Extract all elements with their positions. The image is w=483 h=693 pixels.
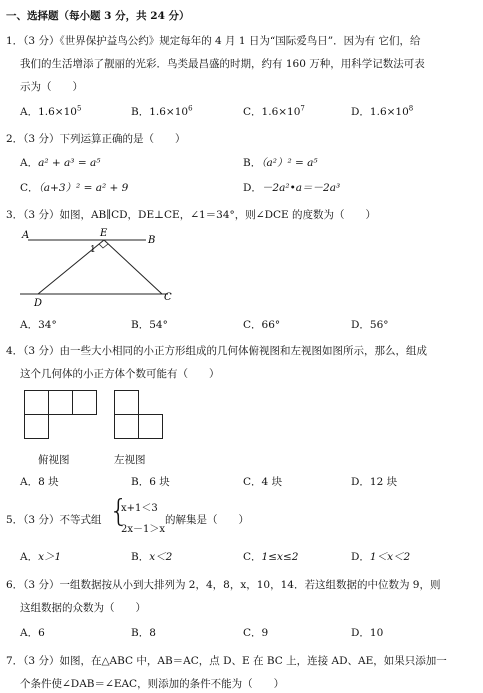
option-label: C． <box>243 106 262 118</box>
option-label: C． <box>243 551 262 563</box>
q5-option-c[interactable] <box>243 549 298 564</box>
top-view-cell <box>72 390 97 415</box>
option-text: －2a²•a＝－2a³ <box>261 182 341 194</box>
option-label: D． <box>351 627 370 639</box>
option-label: D． <box>243 182 262 194</box>
right-angle-mark <box>99 244 108 248</box>
q3-option-d[interactable] <box>351 317 389 332</box>
parallel-lines-figure <box>18 226 188 310</box>
option-text: x＜2 <box>149 551 173 563</box>
option-text: 8 块 <box>38 476 59 488</box>
option-label: A． <box>20 476 39 488</box>
q5-option-b[interactable] <box>131 549 172 564</box>
option-text: 54° <box>149 319 168 331</box>
left-view-caption: 左视图 <box>114 454 146 466</box>
q6-option-c[interactable] <box>243 625 268 640</box>
option-text: 6 块 <box>149 476 170 488</box>
q3-option-b[interactable] <box>131 317 168 332</box>
option-label: D． <box>351 551 370 563</box>
q1-option-d[interactable] <box>351 104 413 119</box>
q4-option-a[interactable] <box>20 474 59 489</box>
option-text: 9 <box>261 627 269 639</box>
system-brace: { <box>109 494 129 529</box>
option-text: 8 <box>149 627 156 639</box>
option-text: a² + a³ = a⁵ <box>38 157 101 169</box>
option-label: B． <box>131 106 150 118</box>
label-a: A <box>22 230 30 241</box>
option-label: A． <box>20 627 39 639</box>
option-text: （a+3）² = a² + 9 <box>38 182 129 194</box>
question-5-prefix: 5．（3 分）不等式组 <box>6 514 102 526</box>
label-e: E <box>100 228 108 239</box>
top-view-cell <box>24 414 49 439</box>
option-text: 1.6×10 <box>369 106 409 118</box>
left-view-cell <box>114 390 139 415</box>
q5-option-d[interactable] <box>351 549 410 564</box>
option-text: 1.6×10 <box>149 106 189 118</box>
option-text: 34° <box>38 319 57 331</box>
question-1-line-3: 示为（ ） <box>20 81 83 93</box>
option-label: A． <box>20 106 39 118</box>
option-exponent: 6 <box>188 104 193 113</box>
q2-option-a[interactable] <box>20 155 100 170</box>
option-text: 10 <box>369 627 384 639</box>
question-4-line-2: 这个几何体的小正方体个数可能有（ ） <box>20 368 220 380</box>
q5-option-a[interactable] <box>20 549 61 564</box>
option-label: B． <box>131 551 150 563</box>
question-1-line-2: 我们的生活增添了靓丽的光彩．鸟类最昌盛的时期，约有 160 万种，用科学记数法可表 <box>20 58 425 70</box>
question-5-suffix: 的解集是（ ） <box>165 514 249 526</box>
left-view-cell <box>114 414 139 439</box>
option-label: B． <box>131 319 150 331</box>
option-text: 1＜x＜2 <box>369 551 411 563</box>
option-label: C． <box>20 182 39 194</box>
question-1-line-1: 1．（3 分）《世界保护益鸟公约》规定每年的 4 月 1 日为“国际爱鸟日”．因为有 它们，给 <box>6 35 421 47</box>
option-label: B． <box>131 627 150 639</box>
option-label: D． <box>351 106 370 118</box>
option-label: D． <box>351 476 370 488</box>
q3-option-a[interactable] <box>20 317 57 332</box>
label-c: C <box>164 292 172 303</box>
q1-option-b[interactable] <box>131 104 193 119</box>
option-label: A． <box>20 551 39 563</box>
section-title: 一、选择题（每小题 3 分，共 24 分） <box>6 10 190 22</box>
q6-option-a[interactable] <box>20 625 45 640</box>
question-6-line-1: 6．（3 分）一组数据按从小到大排列为 2，4，8，x，10，14．若这组数据的中位数为 9，则 <box>6 579 441 591</box>
option-label: D． <box>351 319 370 331</box>
option-text: 56° <box>369 319 389 331</box>
option-text: 66° <box>261 319 281 331</box>
q3-option-c[interactable] <box>243 317 280 332</box>
top-view-caption: 俯视图 <box>38 454 70 466</box>
question-4-line-1: 4．（3 分）由一些大小相同的小正方形组成的几何体俯视图和左视图如图所示，那么，组成 <box>6 345 427 357</box>
option-text: x＞1 <box>38 551 62 563</box>
option-text: （a²）² = a⁵ <box>261 157 318 169</box>
q2-option-c[interactable] <box>20 180 128 195</box>
top-view-cell <box>24 390 49 415</box>
q2-option-b[interactable] <box>243 155 318 170</box>
q4-option-c[interactable] <box>243 474 282 489</box>
option-label: A． <box>20 319 39 331</box>
q1-option-c[interactable] <box>243 104 305 119</box>
label-d: D <box>34 298 43 309</box>
question-2-stem: 2．（3 分）下列运算正确的是（ ） <box>6 133 186 145</box>
question-7-line-2: 个条件使∠DAB＝∠EAC，则添加的条件不能为（ ） <box>20 678 285 690</box>
left-view-cell <box>138 414 163 439</box>
option-text: 1.6×10 <box>38 106 77 118</box>
option-label: C． <box>243 319 262 331</box>
label-b: B <box>148 235 156 246</box>
inequality-1: x+1＜3 <box>121 503 158 514</box>
question-3-stem: 3．（3 分）如图，AB∥CD，DE⊥CE，∠1＝34°，则∠DCE 的度数为（ ） <box>6 209 377 221</box>
option-label: B． <box>243 157 262 169</box>
option-text: 12 块 <box>369 476 398 488</box>
option-label: C． <box>243 627 262 639</box>
option-exponent: 8 <box>408 104 414 113</box>
option-text: 1≤x≤2 <box>261 551 299 563</box>
inequality-2: 2x－1＞x <box>121 524 166 535</box>
question-7-line-1: 7．（3 分）如图，在△ABC 中，AB＝AC，点 D、E 在 BC 上，连接 AD、AE，如果只添加一 <box>6 655 447 667</box>
q4-option-b[interactable] <box>131 474 170 489</box>
option-exponent: 7 <box>300 104 305 113</box>
q1-option-a[interactable] <box>20 104 81 119</box>
q6-option-d[interactable] <box>351 625 383 640</box>
q4-option-d[interactable] <box>351 474 397 489</box>
question-6-line-2: 这组数据的众数为（ ） <box>20 602 146 614</box>
segment-ec <box>104 240 162 294</box>
option-text: 4 块 <box>261 476 283 488</box>
option-label: C． <box>243 476 262 488</box>
option-label: A． <box>20 157 39 169</box>
option-label: B． <box>131 476 150 488</box>
option-text: 1.6×10 <box>261 106 301 118</box>
q6-option-b[interactable] <box>131 625 156 640</box>
q2-option-d[interactable] <box>243 180 340 195</box>
option-text: 6 <box>38 627 45 639</box>
label-angle-1: 1 <box>90 245 96 255</box>
top-view-cell <box>48 390 73 415</box>
option-exponent: 5 <box>76 104 82 113</box>
